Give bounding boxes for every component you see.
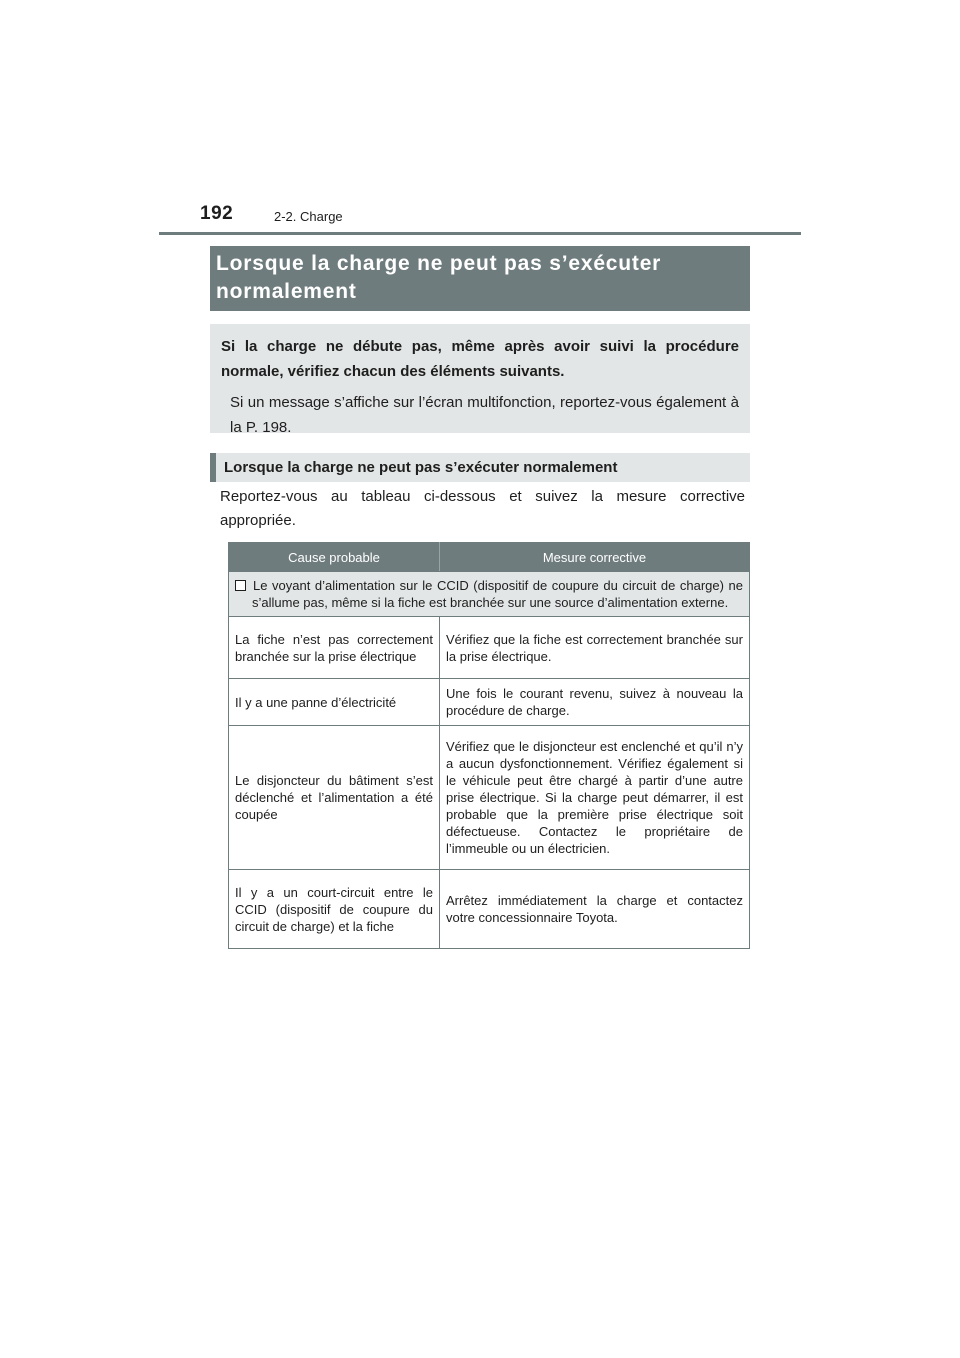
cause-cell: Il y a une panne d’électricité — [229, 679, 440, 726]
intro-bold-text: Si la charge ne débute pas, même après avoir suivi la procédure normale, vérifiez chacun des éléments suivants. — [221, 338, 739, 380]
column-header-action: Mesure corrective — [440, 543, 750, 572]
group-title: Le voyant d’alimentation sur le CCID (dispositif de coupure du circuit de charge) ne s’allume pas, même si la fiche est branchée sur une source d’alimentation externe. — [252, 578, 743, 610]
cause-cell: Le disjoncteur du bâtiment s’est déclenché et l’alimentation a été coupée — [229, 726, 440, 870]
table-row — [229, 617, 750, 679]
troubleshooting-table — [228, 542, 750, 949]
intro-box — [210, 324, 750, 436]
subsection-instructions: Reportez-vous au tableau ci-dessous et suivez la mesure corrective appropriée. — [220, 488, 745, 529]
table-row — [229, 679, 750, 726]
column-header-cause: Cause probable — [229, 543, 440, 572]
page-number: 192 — [200, 203, 234, 224]
subsection-title: Lorsque la charge ne peut pas s’exécuter normalement — [210, 453, 750, 482]
cause-cell: Il y a un court-circuit entre le CCID (dispositif de coupure du circuit de charge) et la fiche — [229, 870, 440, 949]
page-banner-title: Lorsque la charge ne peut pas s’exécuter normalement — [210, 246, 750, 311]
intro-note: Si un message s’affiche sur l’écran multifonction, reportez-vous également à la P. 198. — [230, 394, 739, 436]
group-cell — [229, 572, 750, 617]
action-cell: Une fois le courant revenu, suivez à nouveau la procédure de charge. — [440, 679, 750, 726]
section-title: 2-2. Charge — [274, 209, 343, 224]
cause-cell: La fiche n’est pas correctement branchée sur la prise électrique — [229, 617, 440, 679]
table-group-row — [229, 572, 750, 617]
checkbox-icon — [235, 580, 246, 591]
table-row — [229, 870, 750, 949]
action-cell: Vérifiez que la fiche est correctement branchée sur la prise électrique. — [440, 617, 750, 679]
table-row — [229, 726, 750, 870]
table-header-row — [229, 543, 750, 572]
action-cell: Arrêtez immédiatement la charge et contactez votre concessionnaire Toyota. — [440, 870, 750, 949]
header-rule — [159, 232, 801, 235]
action-cell: Vérifiez que le disjoncteur est enclenché et qu’il n’y a aucun dysfonctionnement. Vérifiez également si le véhicule peut être chargé à partir d’une autre prise électrique. Si la charge peut démarrer, il est probable que la première prise électrique soit défectueuse. Contactez le propriétaire de l’immeuble ou un électricien. — [440, 726, 750, 870]
group-line — [235, 577, 743, 611]
